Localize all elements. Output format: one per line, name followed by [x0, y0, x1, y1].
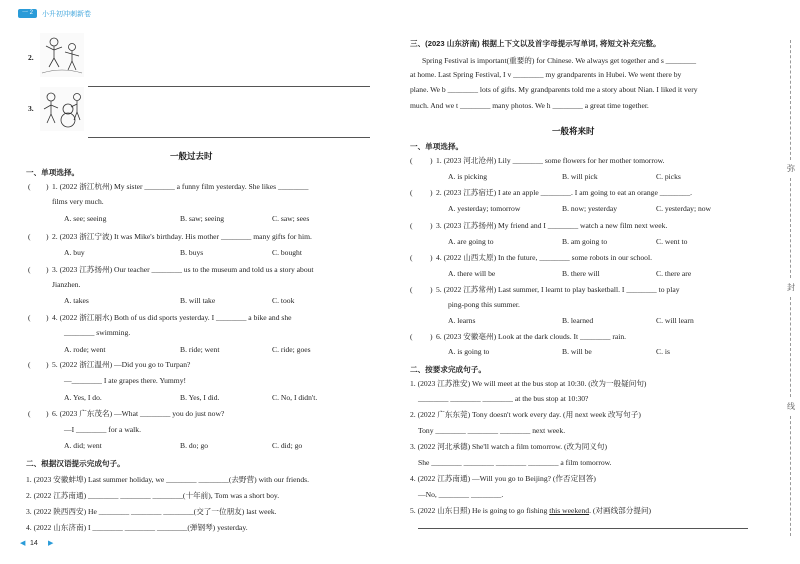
option-a: A. learns: [448, 316, 476, 325]
transform-1: 1. (2023 江苏淮安) We will meet at the bus stop at 10:30. (改为一般疑问句): [410, 379, 647, 388]
transform-3: 3. (2022 河北承德) She'll watch a film tomorrow. (改为同义句): [410, 442, 608, 451]
part-title-cloze: 三、(2023 山东济南) 根据上下文以及首字母提示写单词, 将短文补充完整。: [410, 39, 661, 48]
page-number: 14: [30, 540, 38, 547]
question-stem-continued: ________ swimming.: [64, 328, 131, 337]
option-c: C. yesterday; now: [656, 204, 712, 213]
option-c: C. bought: [272, 248, 302, 257]
paren-open: (: [28, 265, 31, 274]
option-c: C. there are: [656, 269, 692, 278]
paren-close: ): [46, 265, 49, 274]
option-c: C. took: [272, 296, 295, 305]
question-stem: 3. (2023 江苏扬州) My friend and I ________ watch a new film next week.: [436, 221, 668, 230]
option-b: B. now; yesterday: [562, 204, 618, 213]
paren-close: ): [430, 285, 433, 294]
section-title-past-tense: 一般过去时: [170, 151, 213, 161]
kids-snowman-illustration: [40, 87, 84, 131]
binding-dashed-line: [790, 416, 791, 536]
option-c: C. went to: [656, 237, 688, 246]
paren-open: (: [28, 182, 31, 191]
binding-mark-3: 线: [787, 402, 795, 411]
question-stem-continued: Jianzhen.: [52, 280, 81, 289]
paren-close: ): [430, 253, 433, 262]
question-stem: 4. (2022 山西太原) In the future, ________ some robots in our school.: [436, 253, 652, 262]
question-stem-continued: films very much.: [52, 197, 104, 206]
option-c: C. picks: [656, 172, 681, 181]
question-stem: 5. (2022 江苏常州) Last summer, I learnt to play basketball. I ________ to play: [436, 285, 680, 294]
paren-open: (: [28, 360, 31, 369]
paren-close: ): [46, 182, 49, 191]
paren-close: ): [46, 409, 49, 418]
next-page-icon[interactable]: ▶: [48, 539, 54, 547]
question-stem: 1. (2022 浙江杭州) My sister ________ a funny film yesterday. She likes ________: [52, 182, 309, 191]
prev-page-icon[interactable]: ◀: [20, 539, 26, 547]
question-stem-continued: —________ I ate grapes there. Yummy!: [64, 376, 187, 385]
transform-5-underlined: this weekend: [549, 506, 590, 515]
option-a: A. see; seeing: [64, 214, 107, 223]
passage-line-1: Spring Festival is important(重要的) for Chinese. We always get together and s ________: [422, 56, 697, 65]
transform-1-answer: ________ ________ ________ at the bus stop at 10:30?: [418, 394, 589, 403]
transform-2: 2. (2022 广东东莞) Tony doesn't work every day. (用 next week 改写句子): [410, 410, 641, 419]
kids-playing-illustration: [40, 33, 84, 77]
option-a: A. buy: [64, 248, 85, 257]
paren-open: (: [410, 253, 413, 262]
transform-2-answer: Tony ________ ________ ________ next week.: [418, 426, 566, 435]
paren-open: (: [410, 221, 413, 230]
option-a: A. Yes, I do.: [64, 393, 102, 402]
fill-sentence-2: 2. (2022 江苏南通) ________ ________ ________(十年前), Tom was a short boy.: [26, 491, 280, 500]
option-a: A. is going to: [448, 347, 490, 356]
question-stem: 3. (2023 江苏扬州) Our teacher ________ us to the museum and told us a story about: [52, 265, 314, 274]
option-c: C. saw; sees: [272, 214, 310, 223]
option-c: C. did; go: [272, 441, 303, 450]
option-c: C. will learn: [656, 316, 694, 325]
answer-line-pic-2: [88, 86, 370, 87]
paren-open: (: [410, 156, 413, 165]
paren-open: (: [28, 313, 31, 322]
option-b: B. learned: [562, 316, 594, 325]
series-title: 小升初冲刺新卷: [42, 10, 92, 18]
paren-open: (: [410, 285, 413, 294]
binding-mark-1: 弥: [787, 164, 795, 173]
question-stem-continued: —I ________ for a walk.: [64, 425, 141, 434]
option-a: A. did; went: [64, 441, 102, 450]
option-a: A. is picking: [448, 172, 488, 181]
part-title-fill-left: 二、根据汉语提示完成句子。: [26, 459, 125, 468]
series-header: [18, 8, 91, 19]
binding-mark-2: 封: [787, 283, 795, 292]
passage-line-2: at home. Last Spring Festival, I v ________ my grandparents in Hubei. We went there by: [410, 70, 682, 79]
option-b: B. there will: [562, 269, 600, 278]
fill-sentence-4: 4. (2022 山东济南) I ________ ________ ________(弹钢琴) yesterday.: [26, 523, 248, 532]
binding-dashed-line: [790, 297, 791, 397]
paren-close: ): [46, 313, 49, 322]
question-stem: 6. (2023 广东茂名) —What ________ you do just now?: [52, 409, 225, 418]
pic-item-3-number: 3.: [28, 104, 34, 113]
transform-5-text: 5. (2022 山东日照) He is going to go fishing: [410, 506, 550, 515]
part-title-single-choice-left: 一、单项选择。: [26, 168, 80, 177]
question-stem: 4. (2022 浙江丽水) Both of us did sports yesterday. I ________ a bike and she: [52, 313, 292, 322]
transform-4-answer: —No, ________ ________.: [418, 490, 504, 499]
passage-line-4: much. And we t ________ many photos. We h ________ a great time together.: [410, 101, 649, 110]
option-b: B. am going to: [562, 237, 608, 246]
section-title-future-tense: 一般将来时: [552, 126, 595, 136]
option-b: B. buys: [180, 248, 204, 257]
binding-dashed-line: [790, 178, 791, 278]
paren-open: (: [28, 232, 31, 241]
option-c: C. No, I didn't.: [272, 393, 318, 402]
transform-5: [410, 506, 651, 516]
option-b: B. saw; seeing: [180, 214, 225, 223]
paren-close: ): [430, 221, 433, 230]
option-b: B. Yes, I did.: [180, 393, 220, 402]
question-stem: 5. (2022 浙江温州) —Did you go to Turpan?: [52, 360, 191, 369]
pic-item-2-number: 2.: [28, 53, 34, 62]
fill-sentence-1: 1. (2023 安徽蚌埠) Last summer holiday, we ________ ________(去野营) with our friends.: [26, 475, 309, 484]
option-a: A. there will be: [448, 269, 496, 278]
question-stem-continued: ping-pong this summer.: [448, 300, 520, 309]
part-title-single-choice-right: 一、单项选择。: [410, 142, 464, 151]
series-badge: 一 2: [18, 9, 37, 18]
paren-close: ): [430, 332, 433, 341]
answer-line-transform-5: [418, 528, 748, 529]
option-a: A. rode; went: [64, 345, 106, 354]
question-stem: 1. (2023 河北沧州) Lily ________ some flowers for her mother tomorrow.: [436, 156, 665, 165]
question-stem: 2. (2023 江苏宿迁) I ate an apple ________. I am going to eat an orange ________.: [436, 188, 693, 197]
part-title-transform: 二、按要求完成句子。: [410, 365, 486, 374]
transform-4: 4. (2022 江苏南通) —Will you go to Beijing? (作否定回答): [410, 474, 596, 483]
paren-open: (: [28, 409, 31, 418]
fill-sentence-3: 3. (2022 陕西西安) He ________ ________ ________(交了一位朋友) last week.: [26, 507, 277, 516]
paren-close: ): [46, 360, 49, 369]
question-stem: 6. (2023 安徽亳州) Look at the dark clouds. It ________ rain.: [436, 332, 627, 341]
binding-dashed-line: [790, 40, 791, 160]
transform-3-answer: She ________ ________ ________ ________ a film tomorrow.: [418, 458, 612, 467]
question-stem: 2. (2023 浙江宁波) It was Mike's birthday. His mother ________ many gifts for him.: [52, 232, 312, 241]
answer-line-pic-3: [88, 137, 370, 138]
paren-close: ): [430, 156, 433, 165]
paren-close: ): [430, 188, 433, 197]
option-b: B. will pick: [562, 172, 598, 181]
transform-5-instruction: . (对画线部分提问): [589, 506, 652, 515]
option-b: B. do; go: [180, 441, 209, 450]
paren-close: ): [46, 232, 49, 241]
option-b: B. ride; went: [180, 345, 220, 354]
option-b: B. will be: [562, 347, 592, 356]
paren-open: (: [410, 332, 413, 341]
option-a: A. yesterday; tomorrow: [448, 204, 521, 213]
option-c: C. is: [656, 347, 670, 356]
paren-open: (: [410, 188, 413, 197]
option-c: C. ride; goes: [272, 345, 311, 354]
option-b: B. will take: [180, 296, 216, 305]
option-a: A. are going to: [448, 237, 494, 246]
passage-line-3: plane. We b ________ lots of gifts. My grandparents told me a story about Nian. I liked it very: [410, 85, 698, 94]
option-a: A. takes: [64, 296, 89, 305]
